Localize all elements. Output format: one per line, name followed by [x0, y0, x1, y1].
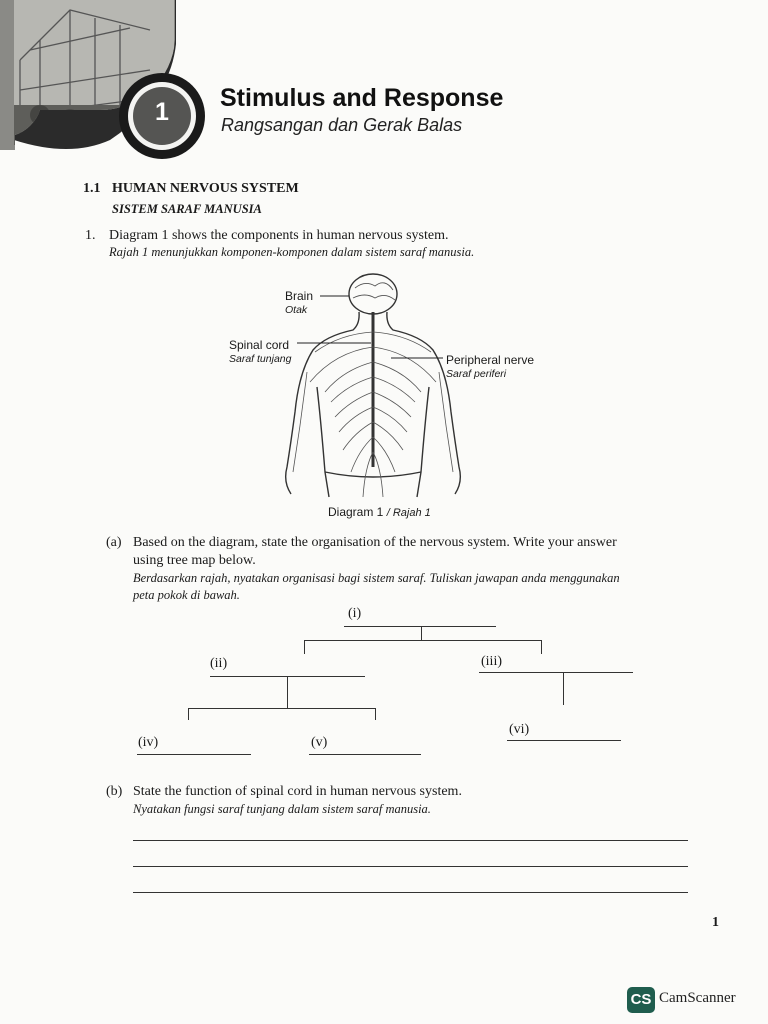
tree-connector	[541, 640, 542, 654]
question-text: Diagram 1 shows the components in human nervous system.	[109, 228, 449, 243]
tree-label-iv: (iv)	[138, 735, 159, 750]
tree-label-v: (v)	[311, 735, 328, 750]
part-a-line2-ms: peta pokok di bawah.	[133, 588, 240, 602]
nervous-system-diagram	[225, 272, 545, 522]
part-b-label: (b)	[106, 784, 123, 799]
answer-line-b-1[interactable]	[133, 840, 688, 841]
part-b-text: State the function of spinal cord in human nervous system.	[133, 784, 462, 799]
diagram-caption-en: Diagram 1	[328, 505, 384, 519]
chapter-number: 1	[155, 98, 169, 126]
part-a-line2: using tree map below.	[133, 553, 256, 568]
label-brain-ms: Otak	[285, 304, 308, 316]
diagram-caption-ms: / Rajah 1	[386, 507, 431, 519]
answer-line-b-2[interactable]	[133, 866, 688, 867]
camscanner-logo: CS	[627, 987, 655, 1013]
part-a-label: (a)	[106, 535, 122, 550]
question-number: 1.	[85, 228, 96, 243]
section-number: 1.1	[83, 181, 101, 196]
tree-connector	[563, 673, 564, 705]
tree-label-iii: (iii)	[481, 654, 502, 669]
tree-label-vi: (vi)	[509, 722, 530, 737]
tree-connector	[188, 708, 189, 720]
tree-connector	[304, 640, 542, 641]
tree-connector	[304, 640, 305, 654]
tree-connector	[421, 627, 422, 640]
answer-blank-i[interactable]	[344, 626, 496, 627]
answer-blank-iii[interactable]	[479, 672, 633, 673]
section-subtitle: SISTEM SARAF MANUSIA	[112, 202, 262, 216]
label-brain: Brain	[285, 289, 314, 303]
answer-blank-iv[interactable]	[137, 754, 251, 755]
tree-connector	[188, 708, 376, 709]
chapter-subtitle: Rangsangan dan Gerak Balas	[221, 115, 463, 135]
answer-line-b-3[interactable]	[133, 892, 688, 893]
diagram-caption	[328, 505, 431, 519]
label-peripheral-nerve-ms: Saraf periferi	[446, 368, 507, 380]
part-a-line1: Based on the diagram, state the organisation of the nervous system. Write your answer	[133, 535, 617, 550]
question-text-ms: Rajah 1 menunjukkan komponen-komponen dalam sistem saraf manusia.	[109, 245, 475, 259]
label-spinal-cord-ms: Saraf tunjang	[229, 353, 292, 365]
camscanner-brand: CamScanner	[659, 990, 736, 1006]
tree-label-i: (i)	[348, 606, 362, 621]
label-spinal-cord: Spinal cord	[229, 338, 290, 352]
answer-blank-v[interactable]	[309, 754, 421, 755]
tree-label-ii: (ii)	[210, 656, 228, 671]
part-b-text-ms: Nyatakan fungsi saraf tunjang dalam sistem saraf manusia.	[133, 802, 431, 816]
part-a-line1-ms: Berdasarkan rajah, nyatakan organisasi bagi sistem saraf. Tuliskan jawapan anda menggunakan	[133, 571, 620, 585]
tree-connector	[375, 708, 376, 720]
section-title: HUMAN NERVOUS SYSTEM	[112, 181, 299, 196]
tree-connector	[287, 677, 288, 708]
chapter-title: Stimulus and Response	[220, 84, 504, 112]
answer-blank-vi[interactable]	[507, 740, 621, 741]
page-number: 1	[712, 915, 719, 930]
label-peripheral-nerve: Peripheral nerve	[446, 353, 535, 367]
